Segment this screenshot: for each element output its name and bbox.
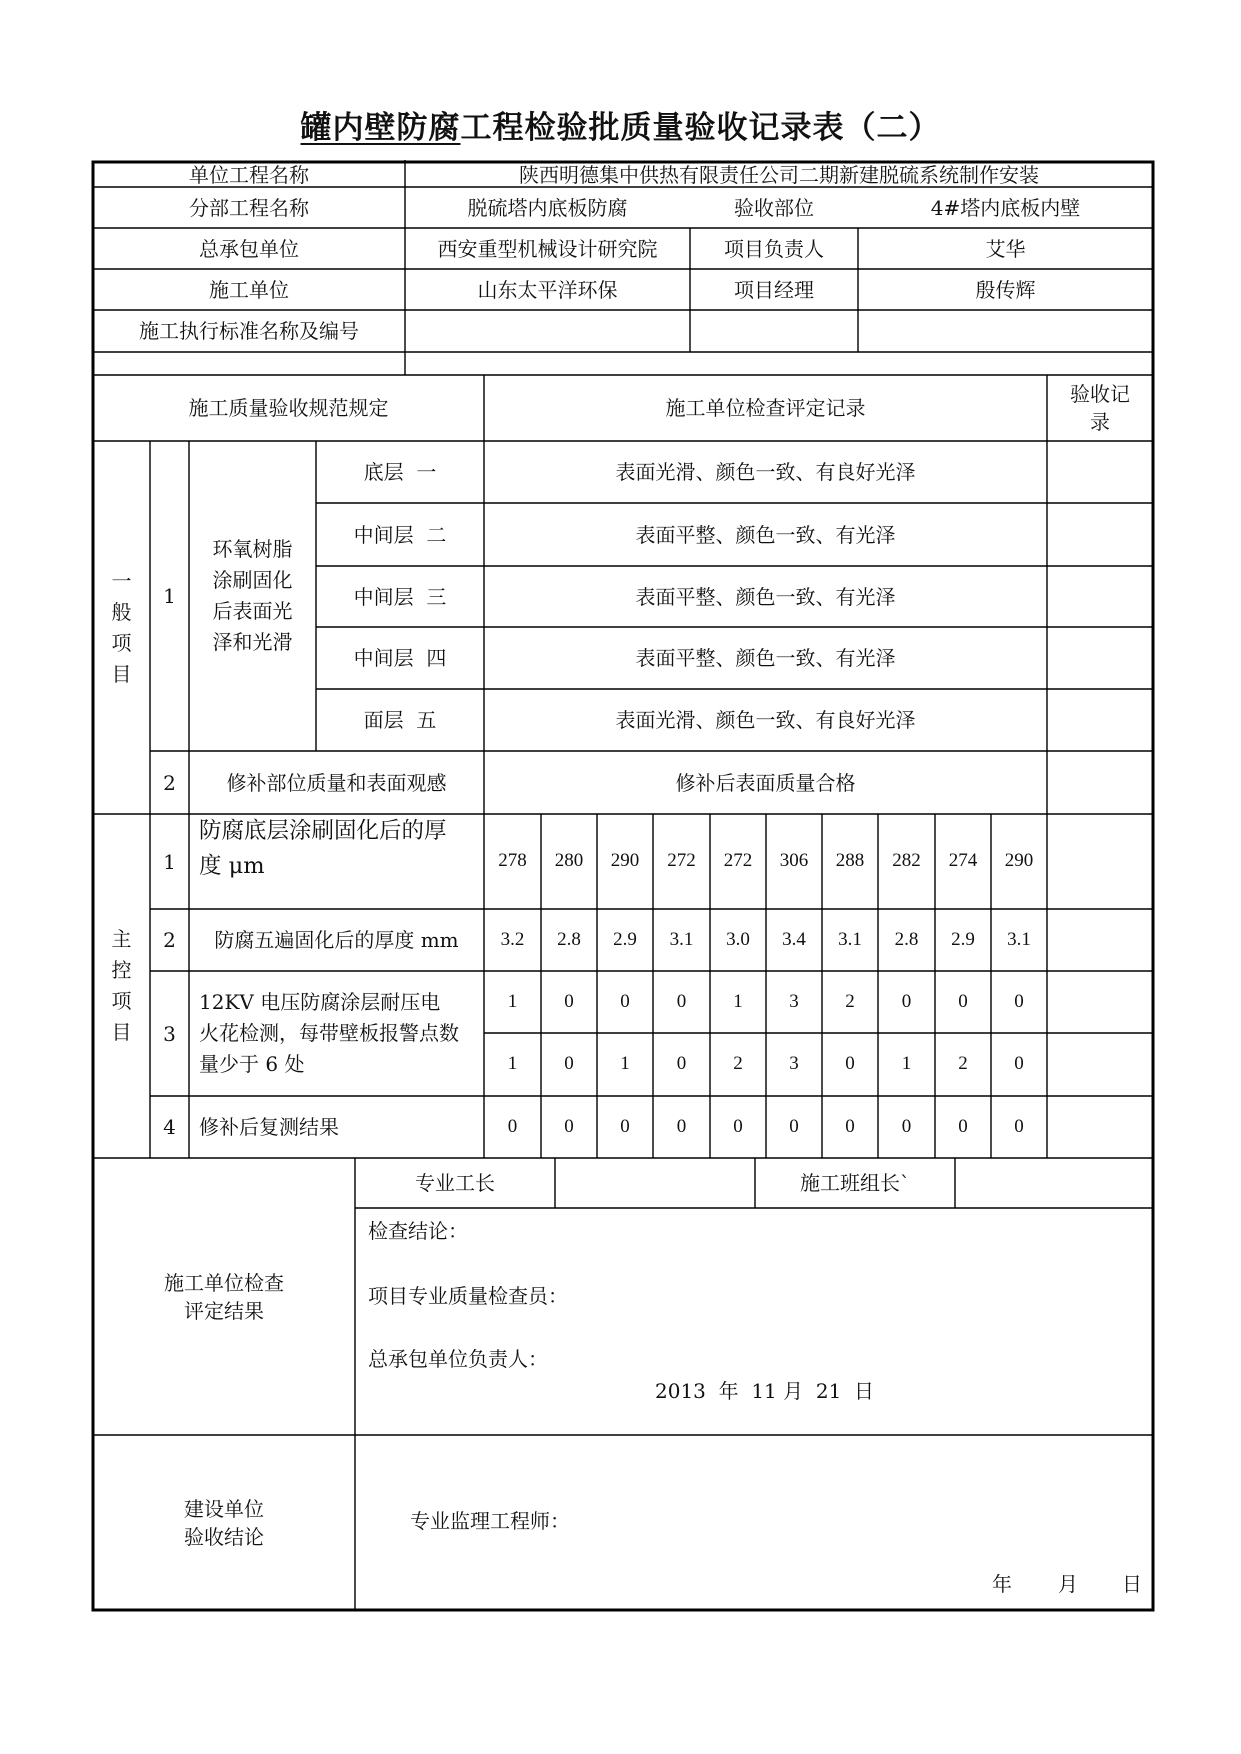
layer-result: 表面光滑、颜色一致、有良好光泽 (615, 708, 916, 732)
value-cell: 2 (733, 1053, 743, 1075)
general-item1-no: 1 (163, 584, 176, 608)
inspection-part-label: 验收部位 (734, 195, 814, 220)
construction-check-label: 施工单位检查 评定结果 (164, 1270, 284, 1323)
project-lead-label: 项目负责人 (724, 236, 824, 261)
value-cell: 0 (564, 1115, 574, 1137)
value-cell: 0 (901, 990, 912, 1012)
value-cell: 0 (845, 1053, 855, 1075)
owner-acceptance-label: 建设单位 验收结论 (184, 1496, 264, 1549)
main-item1-desc: 防腐底层涂刷固化后的厚 度 μm (199, 818, 447, 879)
value-cell: 278 (498, 850, 527, 872)
value-cell: 0 (564, 1053, 574, 1075)
value-cell: 2 (958, 1053, 968, 1075)
project-lead-value: 艾华 (985, 236, 1026, 261)
layer-name: 中间层 四 (353, 646, 447, 670)
value-cell: 0 (958, 1115, 968, 1137)
title-part2: 工程检验批质量验收记录表（二） (460, 110, 941, 146)
layer-result: 表面平整、颜色一致、有光泽 (635, 584, 896, 609)
standard-value (405, 310, 1153, 352)
value-cell: 1 (733, 990, 743, 1012)
value-cell: 3.0 (726, 928, 750, 950)
value-cell: 0 (676, 1053, 687, 1075)
value-cell: 0 (733, 1115, 743, 1137)
value-cell: 272 (667, 850, 696, 872)
foreman-label: 专业工长 (415, 1171, 495, 1195)
main-items-label: 主 控 项 目 (111, 927, 132, 1044)
value-cell: 272 (723, 850, 753, 872)
value-cell: 0 (676, 990, 687, 1012)
value-cell: 1 (507, 1053, 518, 1075)
value-cell: 0 (901, 1115, 912, 1137)
value-cell: 0 (676, 1115, 687, 1137)
acceptance-header-line1: 验收记 (1070, 382, 1130, 406)
value-cell: 1 (620, 1053, 630, 1075)
inspection-date: 2013 年 11 月 21 日 (655, 1379, 875, 1403)
check-conclusion: 检查结论： (368, 1219, 468, 1243)
value-cell: 0 (507, 1115, 518, 1137)
value-cell: 2.9 (951, 928, 975, 950)
general-item1-desc: 环氧树脂 涂刷固化 后表面光 泽和光滑 (212, 537, 293, 654)
supervisor-label: 专业监理工程师： (410, 1509, 570, 1533)
inspection-part-value: 4#塔内底板内壁 (930, 195, 1081, 220)
value-cell: 0 (620, 990, 630, 1012)
value-cell: 3.1 (838, 928, 862, 950)
general-contractor-value: 西安重型机械设计研究院 (437, 236, 658, 261)
value-cell: 2.8 (557, 928, 581, 950)
unit-project-value: 陕西明德集中供热有限责任公司二期新建脱硫系统制作安装 (519, 162, 1039, 187)
standard-label: 施工执行标准名称及编号 (139, 319, 359, 343)
value-cell: 0 (620, 1115, 630, 1137)
general-item2-result: 修补后表面质量合格 (675, 770, 856, 795)
main-item1-no: 1 (163, 849, 176, 874)
general-contractor-label: 总承包单位 (199, 236, 299, 261)
layer-name: 中间层 三 (353, 584, 447, 609)
month-label: 月 (1058, 1572, 1078, 1596)
value-cell: 3.1 (669, 928, 694, 950)
value-cell: 3.2 (500, 928, 525, 950)
value-cell: 0 (958, 990, 968, 1012)
value-cell: 3.4 (782, 928, 806, 950)
value-cell: 1 (507, 990, 518, 1012)
layer-name: 中间层 二 (353, 522, 447, 547)
construction-unit-label: 施工单位 (209, 277, 289, 302)
value-cell: 1 (901, 1053, 912, 1075)
acceptance-header-line2: 录 (1090, 410, 1110, 434)
contractor-lead: 总承包单位负责人： (368, 1347, 548, 1371)
value-cell: 2 (845, 990, 855, 1012)
year-label: 年 (992, 1572, 1012, 1596)
value-cell: 0 (1014, 1115, 1024, 1137)
value-cell: 274 (948, 850, 978, 872)
general-items-label: 一 般 项 目 (111, 568, 132, 686)
value-cell: 282 (892, 850, 921, 872)
value-cell: 306 (779, 850, 809, 872)
value-cell: 2.9 (613, 928, 637, 950)
layer-result: 表面平整、颜色一致、有光泽 (635, 522, 896, 547)
project-manager-label: 项目经理 (734, 277, 814, 302)
layer-name: 面层 五 (363, 708, 437, 732)
general-item2-no: 2 (163, 770, 176, 795)
value-cell: 0 (789, 1115, 799, 1137)
team-leader-label: 施工班组长` (800, 1171, 910, 1195)
value-cell: 0 (1014, 1053, 1024, 1075)
main-item2-no: 2 (163, 928, 176, 952)
value-cell: 290 (610, 850, 640, 872)
value-cell: 0 (845, 1115, 855, 1137)
project-manager-value: 殷传辉 (975, 277, 1036, 302)
main-item4-desc: 修补后复测结果 (199, 1115, 339, 1139)
value-cell: 0 (1014, 990, 1024, 1012)
value-cell: 288 (835, 850, 865, 872)
spec-header: 施工质量验收规范规定 (188, 396, 389, 420)
title-part1: 罐内壁防腐 (300, 110, 461, 146)
value-cell: 280 (554, 850, 584, 872)
main-item3-desc: 12KV 电压防腐涂层耐压电 火花检测，每带壁板报警点数 量少于 6 处 (199, 990, 459, 1076)
quality-inspector: 项目专业质量检查员： (368, 1284, 568, 1308)
general-item2-desc: 修补部位质量和表面观感 (226, 770, 447, 795)
value-cell: 290 (1004, 850, 1034, 872)
value-cell: 0 (564, 990, 574, 1012)
main-item2-desc: 防腐五遍固化后的厚度 mm (214, 928, 459, 952)
layer-name: 底层 一 (363, 460, 437, 484)
sub-project-value: 脱硫塔内底板防腐 (467, 195, 628, 220)
record-header: 施工单位检查评定记录 (665, 396, 866, 420)
sub-project-label: 分部工程名称 (189, 195, 309, 220)
value-cell: 3.1 (1007, 928, 1031, 950)
main-item3-no: 3 (163, 1021, 176, 1046)
main-item4-no: 4 (163, 1115, 176, 1139)
value-cell: 2.8 (894, 928, 919, 950)
construction-unit-value: 山东太平洋环保 (477, 277, 618, 302)
unit-project-label: 单位工程名称 (189, 162, 309, 187)
value-cell: 3 (789, 990, 799, 1012)
value-cell: 3 (789, 1053, 799, 1075)
acceptance-header (1047, 375, 1153, 441)
layer-result: 表面平整、颜色一致、有光泽 (635, 646, 896, 670)
layer-result: 表面光滑、颜色一致、有良好光泽 (615, 460, 916, 484)
day-label: 日 (1122, 1572, 1142, 1596)
